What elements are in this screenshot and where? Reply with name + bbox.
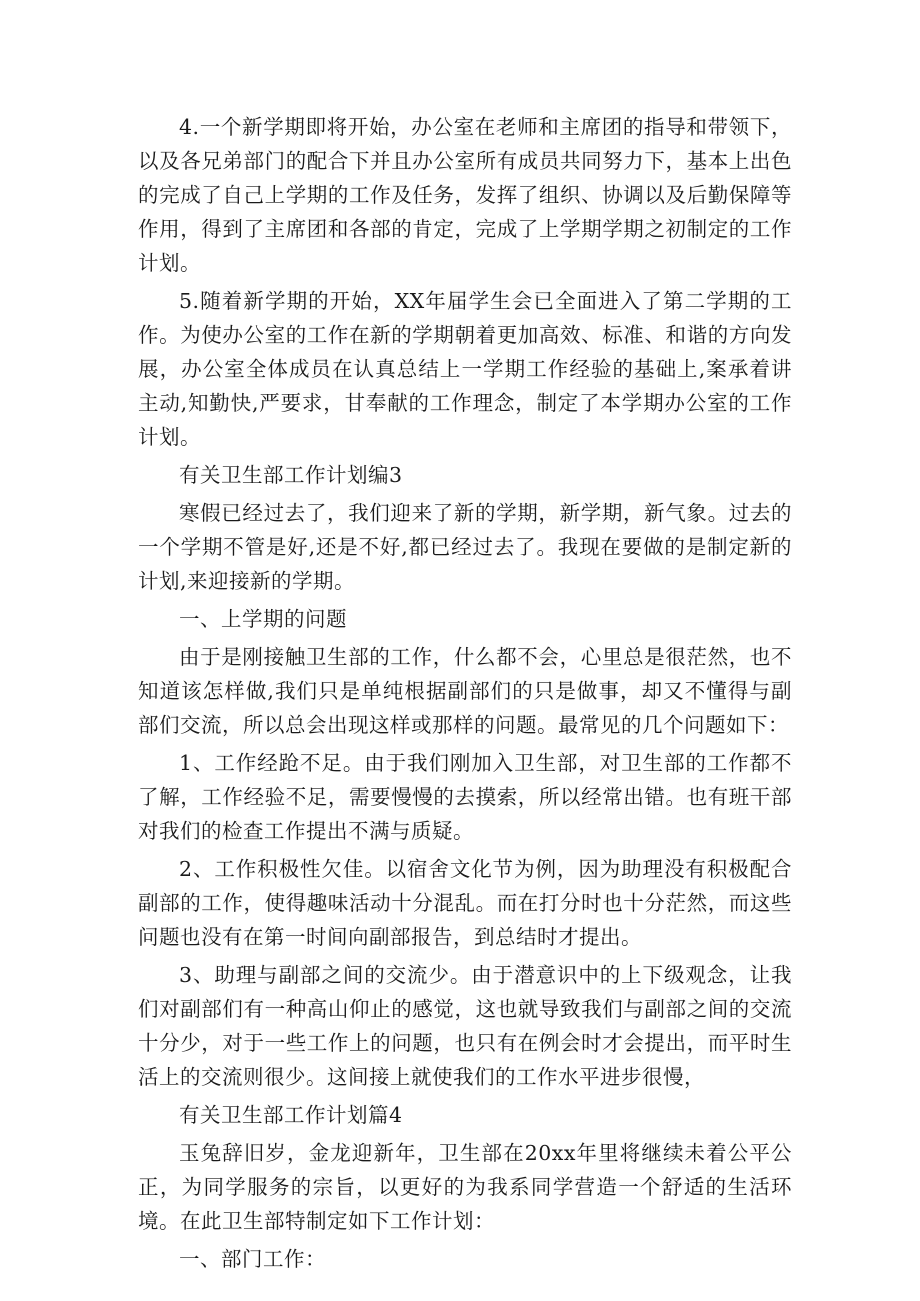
paragraph-problems-intro: 由于是刚接触卫生部的工作，什么都不会，心里总是很茫然，也不知道该怎样做,我们只是单纯根据副部们的只是做事，却又不懂得与副部们交流，所以总会出现这样或那样的问题。最常见的几个问题如下： (138, 645, 792, 737)
paragraph-5-plan-intro: 5.随着新学期的开始，XX年届学生会已全面进入了第二学期的工作。为使办公室的工作在新的学期朝着更加高效、标准、和谐的方向发展，办公室全体成员在认真总结上一学期工作经验的基础上,案承着讲主动,知勤快,严要求，甘奉献的工作理念，制定了本学期办公室的工作计划。 (138, 289, 792, 449)
section-heading-4: 有关卫生部工作计划篇4 (179, 1103, 403, 1127)
document-body (138, 110, 792, 1280)
paragraph-problem-1: 1、工作经跄不足。由于我们刚加入卫生部，对卫生部的工作都不了解，工作经验不足，需要慢慢的去摸索，所以经常出错。也有班干部对我们的检查工作提出不满与质疑。 (138, 751, 792, 843)
paragraph-4-summary: 4.一个新学期即将开始，办公室在老师和主席团的指导和带领下，以及各兄弟部门的配合下并且办公室所有成员共同努力下，基本上出色的完成了自己上学期的工作及任务，发挥了组织、协调以及后勤保障等作用，得到了主席团和各部的肯定，完成了上学期学期之初制定的工作计划。 (138, 115, 792, 275)
paragraph-problem-3: 3、助理与副部之间的交流少。由于潜意识中的上下级观念，让我们对副部们有一种高山仰止的感觉，这也就导致我们与副部之间的交流十分少，对于一些工作上的问题，也只有在例会时才会提出，而平时生活上的交流则很少。这间接上就使我们的工作水平进步很慢， (138, 963, 792, 1089)
subheading-department-work: 一、部门工作： (179, 1247, 326, 1271)
paragraph-new-semester: 寒假已经过去了，我们迎来了新的学期，新学期，新气象。过去的一个学期不管是好,还是不好,都已经过去了。我现在要做的是制定新的计划,来迎接新的学期。 (138, 501, 792, 593)
subheading-last-semester-problems: 一、上学期的问题 (179, 607, 347, 631)
paragraph-problem-2: 2、工作积极性欠佳。以宿舍文化节为例，因为助理没有积极配合副部的工作，使得趣味活动十分混乱。而在打分时也十分茫然，而这些问题也没有在第一时间向副部报告，到总结时才提出。 (138, 857, 792, 949)
paragraph-new-year-plan: 玉兔辞旧岁，金龙迎新年，卫生部在20xx年里将继续未着公平公正，为同学服务的宗旨，以更好的为我系同学营造一个舒适的生活环境。在此卫生部特制定如下工作计划： (138, 1141, 792, 1233)
section-heading-3: 有关卫生部工作计划编3 (179, 463, 403, 487)
